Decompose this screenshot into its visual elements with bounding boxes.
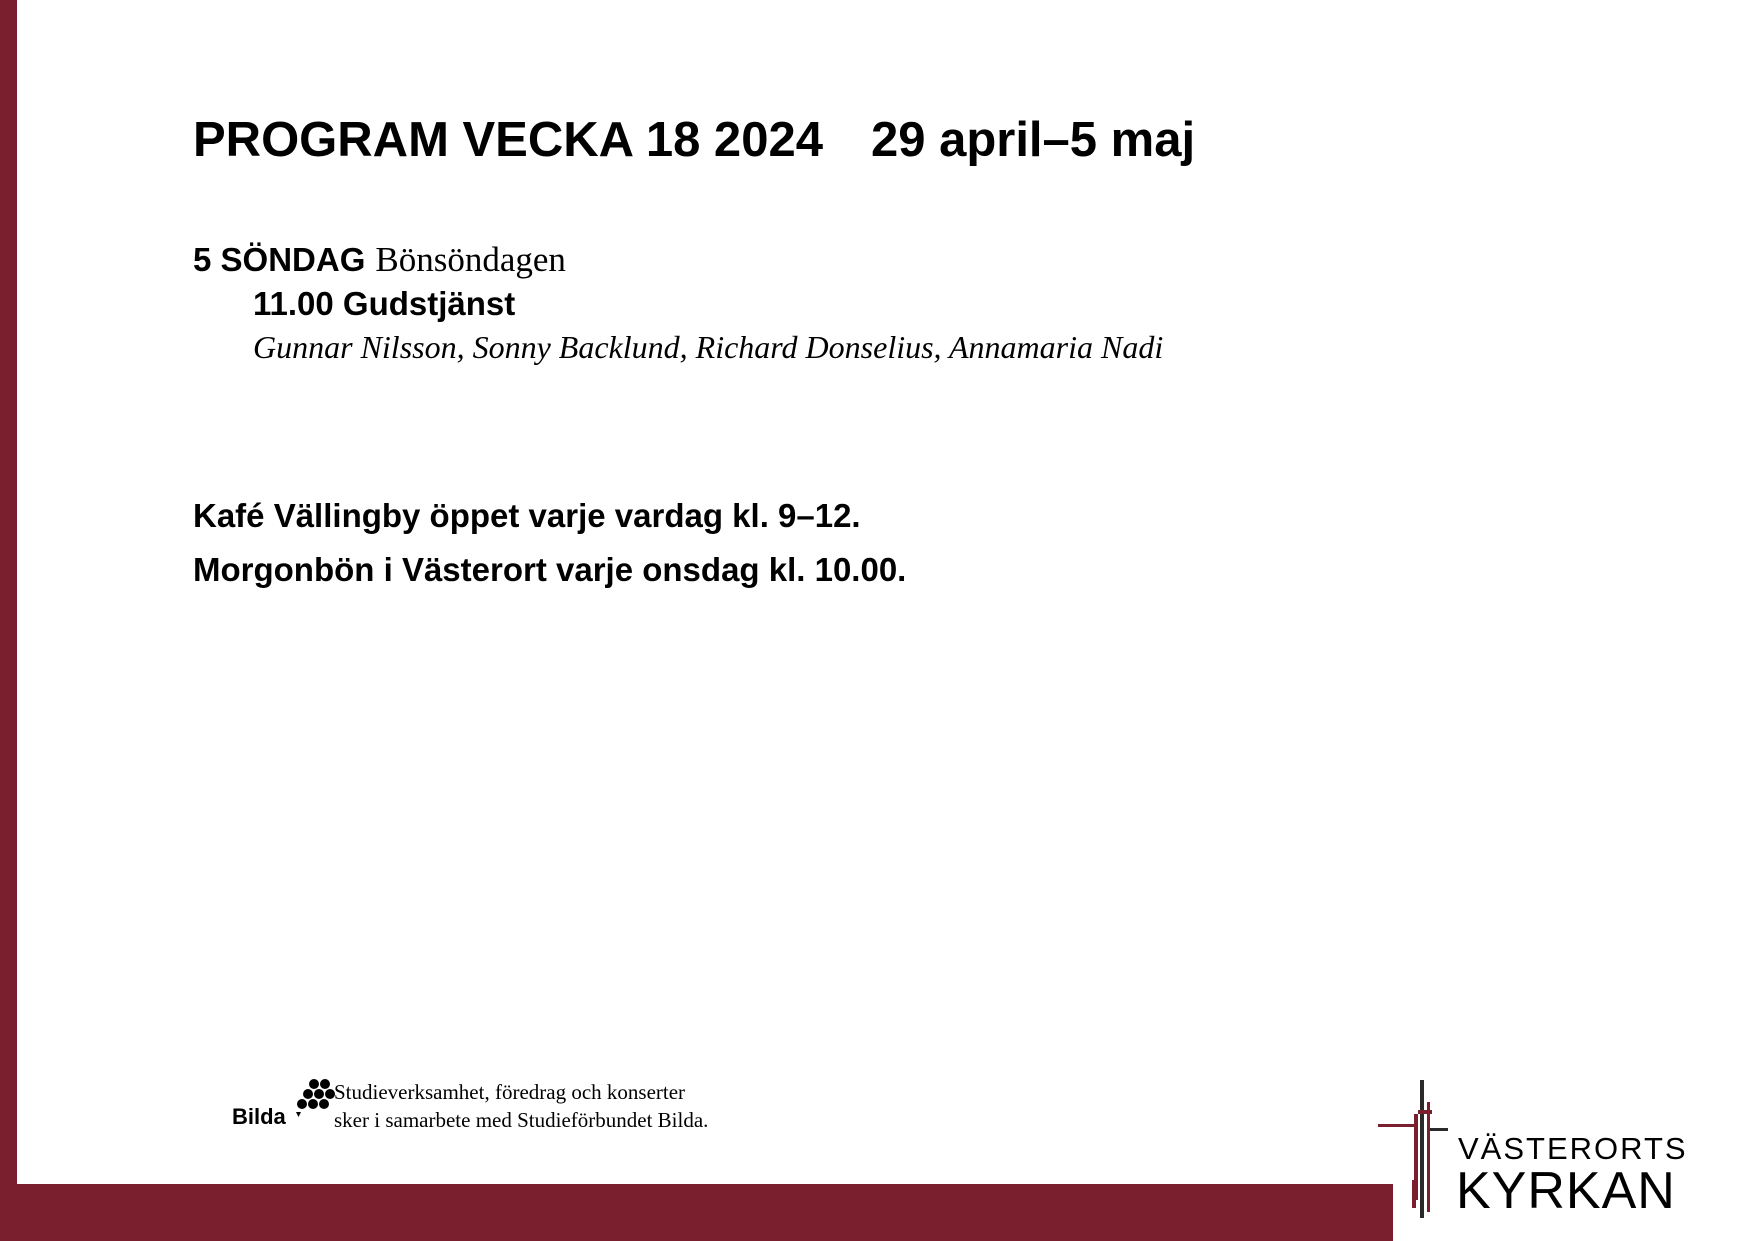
church-name-line-1: VÄSTERORTS xyxy=(1458,1131,1688,1166)
notice-morning-prayer: Morgonbön i Västerort varje onsdag kl. 10.00. xyxy=(193,551,907,588)
bottom-accent-bar xyxy=(0,1184,1393,1241)
day-subtitle: Bönsöndagen xyxy=(375,240,566,279)
bilda-logo xyxy=(232,1078,336,1134)
left-accent-bar xyxy=(0,0,17,1241)
notice-cafe: Kafé Vällingby öppet varje vardag kl. 9–12. xyxy=(193,497,861,534)
bilda-grapes-icon xyxy=(292,1078,336,1118)
date-range: 29 april–5 maj xyxy=(870,113,1196,167)
event-participants: Gunnar Nilsson, Sonny Backlund, Richard Donselius, Annamaria Nadi xyxy=(253,329,1164,365)
cross-logo-icon xyxy=(1378,1080,1448,1218)
footer-note xyxy=(334,1078,708,1134)
footer-line-2: sker i samarbete med Studieförbundet Bilda. xyxy=(334,1108,709,1132)
day-name: 5 SÖNDAG xyxy=(193,241,366,278)
day-heading xyxy=(193,238,566,282)
page-title xyxy=(193,108,1195,172)
footer-line-1: Studieverksamhet, föredrag och konserter xyxy=(334,1080,686,1104)
church-name-line-2: KYRKAN xyxy=(1456,1162,1676,1220)
bilda-logo-text: Bilda xyxy=(232,1104,286,1129)
program-title: PROGRAM VECKA 18 2024 xyxy=(193,113,823,167)
event-title: 11.00 Gudstjänst xyxy=(253,285,516,322)
church-logo xyxy=(1378,1080,1698,1218)
